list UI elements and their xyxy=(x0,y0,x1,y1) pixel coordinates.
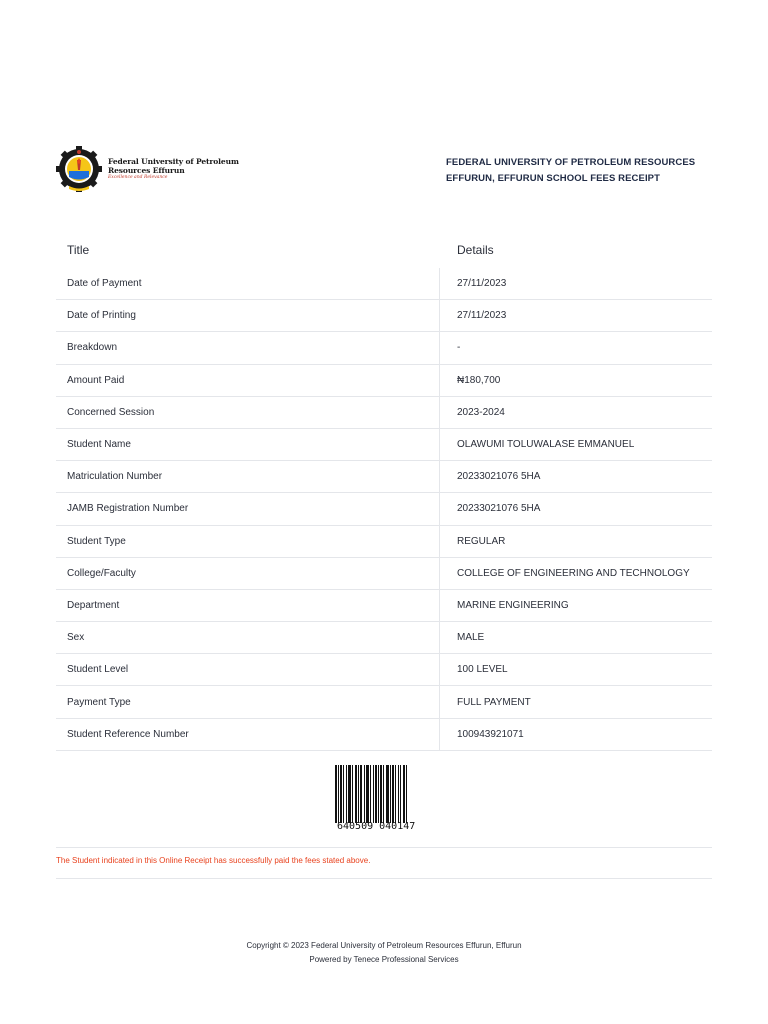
table-row xyxy=(56,719,712,751)
row-value: MALE xyxy=(457,632,485,644)
footer-powered-by: Powered by Tenece Professional Services xyxy=(309,955,459,964)
row-label: Date of Payment xyxy=(56,268,440,299)
row-value: - xyxy=(457,342,461,354)
row-label: Student Reference Number xyxy=(56,719,440,750)
divider xyxy=(56,878,712,879)
logo-name-line1: Federal University of Petroleum xyxy=(108,157,239,166)
receipt-title-line1: FEDERAL UNIVERSITY OF PETROLEUM RESOURCES xyxy=(446,157,696,168)
row-label: Date of Printing xyxy=(56,300,440,331)
row-label: Student Level xyxy=(56,654,440,685)
row-value: 27/11/2023 xyxy=(457,278,507,290)
row-label: Student Type xyxy=(56,526,440,557)
row-label: Student Name xyxy=(56,429,440,460)
receipt-title-line2: EFFURUN, EFFURUN SCHOOL FEES RECEIPT xyxy=(446,173,661,184)
column-header-details: Details xyxy=(457,243,494,257)
row-value: 100943921071 xyxy=(457,728,524,740)
table-row xyxy=(56,268,712,300)
table-row xyxy=(56,429,712,461)
table-row xyxy=(56,686,712,718)
university-logo xyxy=(56,144,246,196)
row-label: Sex xyxy=(56,622,440,653)
table-row xyxy=(56,526,712,558)
table-row xyxy=(56,365,712,397)
row-value: COLLEGE OF ENGINEERING AND TECHNOLOGY xyxy=(457,567,690,579)
logo-name-line2: Resources Effurun xyxy=(108,165,185,175)
row-value: FULL PAYMENT xyxy=(457,696,531,708)
row-value: ₦180,700 xyxy=(457,374,501,386)
table-row xyxy=(56,622,712,654)
table-row xyxy=(56,397,712,429)
table-row xyxy=(56,590,712,622)
row-label: Department xyxy=(56,590,440,621)
row-value: 27/11/2023 xyxy=(457,310,507,322)
barcode-number: 640509 040147 xyxy=(337,821,416,832)
row-label: Concerned Session xyxy=(56,397,440,428)
footer xyxy=(0,939,768,967)
table-row xyxy=(56,654,712,686)
row-value: 100 LEVEL xyxy=(457,664,508,676)
row-value: OLAWUMI TOLUWALASE EMMANUEL xyxy=(457,439,635,451)
row-value: MARINE ENGINEERING xyxy=(457,599,569,611)
receipt-header xyxy=(56,144,712,200)
payment-success-message: The Student indicated in this Online Receipt has successfully paid the fees stated above. xyxy=(56,856,371,865)
row-label: Breakdown xyxy=(56,332,440,363)
divider xyxy=(56,847,712,848)
row-label: Amount Paid xyxy=(56,365,440,396)
logo-motto: Excellence and Relevance xyxy=(108,175,168,180)
row-label: JAMB Registration Number xyxy=(56,493,440,524)
row-label: Payment Type xyxy=(56,686,440,717)
table-row xyxy=(56,493,712,525)
row-label: College/Faculty xyxy=(56,558,440,589)
table-row xyxy=(56,461,712,493)
table-row xyxy=(56,332,712,364)
row-value: 20233021076 5HA xyxy=(457,503,541,515)
receipt-title xyxy=(446,155,695,187)
row-value: 20233021076 5HA xyxy=(457,471,541,483)
footer-copyright: Copyright © 2023 Federal University of Petroleum Resources Effurun, Effurun xyxy=(246,941,522,950)
table-row xyxy=(56,558,712,590)
row-label: Matriculation Number xyxy=(56,461,440,492)
column-header-title: Title xyxy=(67,243,90,257)
row-value: REGULAR xyxy=(457,535,506,547)
table-header xyxy=(56,232,712,268)
receipt-table xyxy=(56,232,712,751)
barcode-icon xyxy=(333,765,435,823)
row-value: 2023-2024 xyxy=(457,406,505,418)
table-row xyxy=(56,300,712,332)
payment-barcode xyxy=(333,765,435,835)
university-seal-icon xyxy=(56,146,102,192)
